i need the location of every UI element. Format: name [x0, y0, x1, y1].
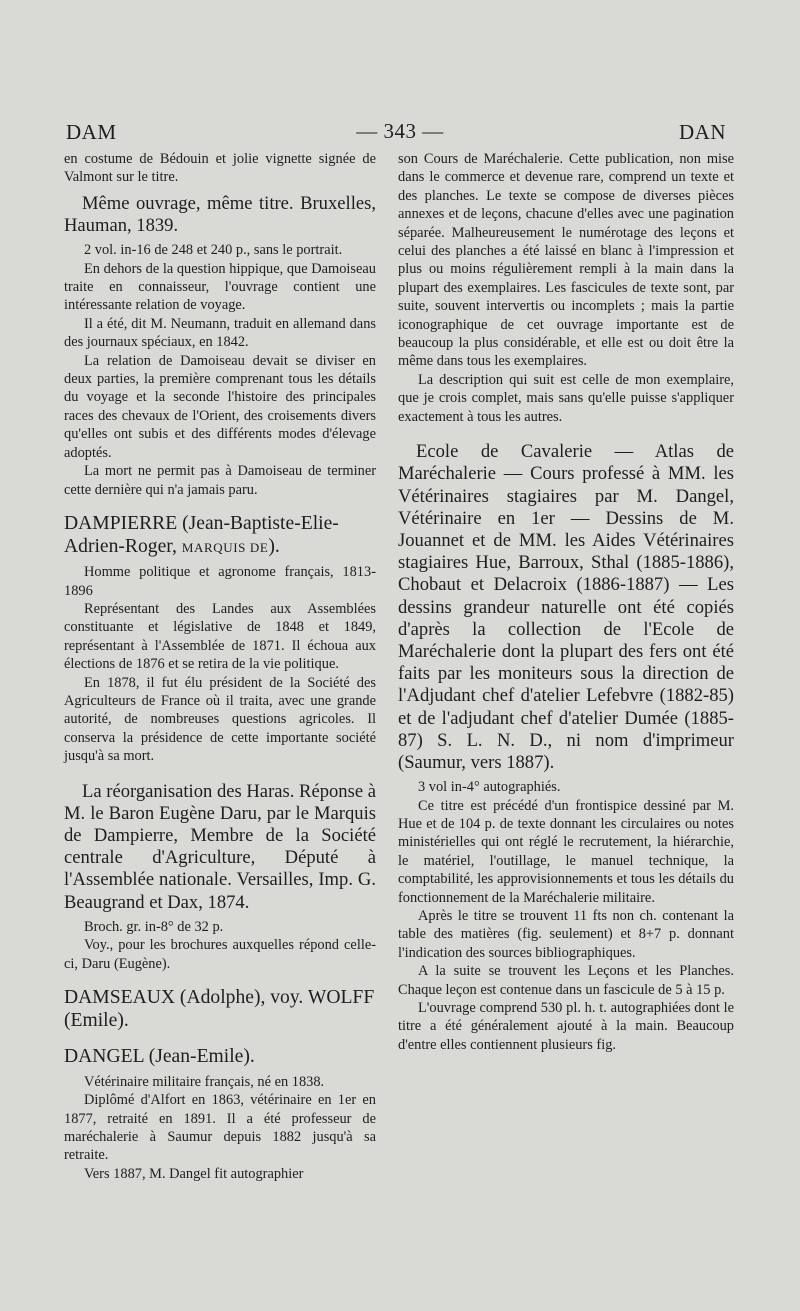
paragraph: Vétérinaire militaire français, né en 1838. [84, 1073, 325, 1090]
paragraph: Homme politique et agronome français, 1813-1896 [64, 564, 376, 599]
paragraph: La relation de Damoiseau devait se diviser en deux parties, la première comprenant tous les détails du voyage et la seconde l'histoire des principales races des chevaux de l'Orient, des croisements divers qu'elles ont subis et des différents modes d'élevage adoptés. [64, 352, 376, 461]
paragraph: Ce titre est précédé d'un frontispice dessiné par M. Hue et de 104 p. de texte donnant les circulaires ou notes ministérielles qui ont réglé le recrutement, la hiérarchie, le matériel, l'outillage, le manuel technique, la comptabilité, les approvisionnements et tous les détails du fonctionnement de la Maréchalerie militaire. [398, 797, 734, 906]
paragraph: en costume de Bédouin et jolie vignette signée de Valmont sur le titre. [64, 151, 376, 186]
entry-heading-damseaux: DAMSEAUX (Adolphe), voy. WOLFF (Emile). [64, 987, 375, 1031]
paragraph: Représentant des Landes aux Assemblées constituante et législative de 1848 et 1849, représentant à l'Assemblée de 1871. Il échoua aux élections de 1876 et se retira de la vie politique. [64, 600, 376, 673]
paragraph: En 1878, il fut élu président de la Société des Agriculteurs de France où il traita, avec une grande autorité, de nombreuses questions agricoles. Il conserva la présidence de cette importante société jusqu'à sa mort. [64, 674, 376, 765]
entry-title-rank: MARQUIS DE [181, 539, 269, 555]
paragraph: En dehors de la question hippique, que Damoiseau traite en connaisseur, l'ouvrage contient une intéressante relation de voyage. [64, 260, 376, 314]
page-number: — 343 — [356, 119, 444, 143]
entry-heading-dangel: DANGEL (Jean-Emile). [64, 1046, 255, 1068]
paragraph: Voy., pour les brochures auxquelles répond celle-ci, Daru (Eugène). [64, 937, 376, 972]
entry-name-close: ). [268, 535, 280, 557]
paragraph: Vers 1887, M. Dangel fit autographier [84, 1165, 304, 1182]
running-head-right: DAN [679, 120, 726, 144]
book-title: La réorganisation des Haras. Réponse à M. le Baron Eugène Daru, par le Marquis de Dampierre, Membre de la Société centrale d'Agriculture, Député à l'Assemblée nationale. Versailles, Imp. G. Beaugrand et Dax, 1874. [64, 780, 376, 913]
paragraph: Après le titre se trouvent 11 fts non ch. contenant la table des matières (fig. seulement) et 8+7 p. donnant l'indication des sources bibliographiques. [398, 907, 734, 961]
running-head-left: DAM [66, 120, 117, 144]
bibliographic-note: 3 vol in-4° autographiés. [418, 779, 561, 796]
bibliographic-note: Broch. gr. in-8° de 32 p. [84, 918, 224, 935]
paragraph: La mort ne permit pas à Damoiseau de terminer cette dernière qui n'a jamais paru. [64, 463, 376, 498]
bibliographic-note: 2 vol. in-16 de 248 et 240 p., sans le portrait. [84, 242, 343, 259]
paragraph: Il a été, dit M. Neumann, traduit en allemand dans des journaux spéciaux, en 1842. [64, 315, 376, 351]
right-column [398, 150, 734, 1054]
entry-heading-dampierre [64, 513, 376, 559]
entry-name: DAMPIERRE (Jean-Baptiste-Elie-Adrien-Roger, [64, 512, 339, 557]
book-title: Ecole de Cavalerie — Atlas de Maréchalerie — Cours professé à MM. les Vétérinaires stagiaires par M. Dangel, Vétérinaire en 1er — Dessins de M. Jouannet et de MM. les Aides Vétérinaires stagiaires Hue, Barroux, Sthal (1885-1886), Chobaut et Delacroix (1886-1887) — Les dessins grandeur naturelle ont été copiés d'après la collection de l'Ecole de Maréchalerie dont la plupart des fers ont été faits par les moniteurs sous la direction de l'Adjudant chef d'atelier Lefebvre (1882-85) et de l'adjudant chef d'atelier Dumée (1885-87) S. L. N. D., ni nom d'imprimeur (Saumur, vers 1887). [398, 441, 734, 773]
paragraph: Diplômé d'Alfort en 1863, vétérinaire en 1er en 1877, retraité en 1891. Il a été professeur de maréchalerie à Saumur depuis 1882 jusqu'à sa retraite. [64, 1092, 376, 1164]
left-column [64, 150, 376, 1183]
paragraph: son Cours de Maréchalerie. Cette publication, non mise dans le commerce et devenue rare, comprend un texte et des planches. Le texte se compose de diverses pièces annexes et de leçons, chacune d'elles avec une pagination séparée. Malheureusement le numérotage des leçons et celui des planches a été laissé en blanc à l'impression et plus ou moins régulièrement rempli à la main dans la plupart des exemplaires. Les fascicules de texte sont, par suite, souvent intervertis ou incomplets ; mais la partie iconographique de cet ouvrage importante est de beaucoup la plus considérable, et elle est ou doit être la même dans tous les exemplaires. [398, 151, 734, 370]
paragraph: La description qui suit est celle de mon exemplaire, que je crois complet, mais sans qu'elle puisse s'appliquer exactement à tous les autres. [398, 371, 734, 425]
paragraph: A la suite se trouvent les Leçons et les Planches. Chaque leçon est contenue dans un fascicule de 5 à 15 p. [398, 963, 734, 998]
paragraph: L'ouvrage comprend 530 pl. h. t. autographiées dont le titre a été généralement ajouté à la main. Beaucoup d'entre elles contiennent plusieurs fig. [398, 1000, 734, 1053]
book-title: Même ouvrage, même titre. Bruxelles, Hauman, 1839. [64, 192, 376, 237]
